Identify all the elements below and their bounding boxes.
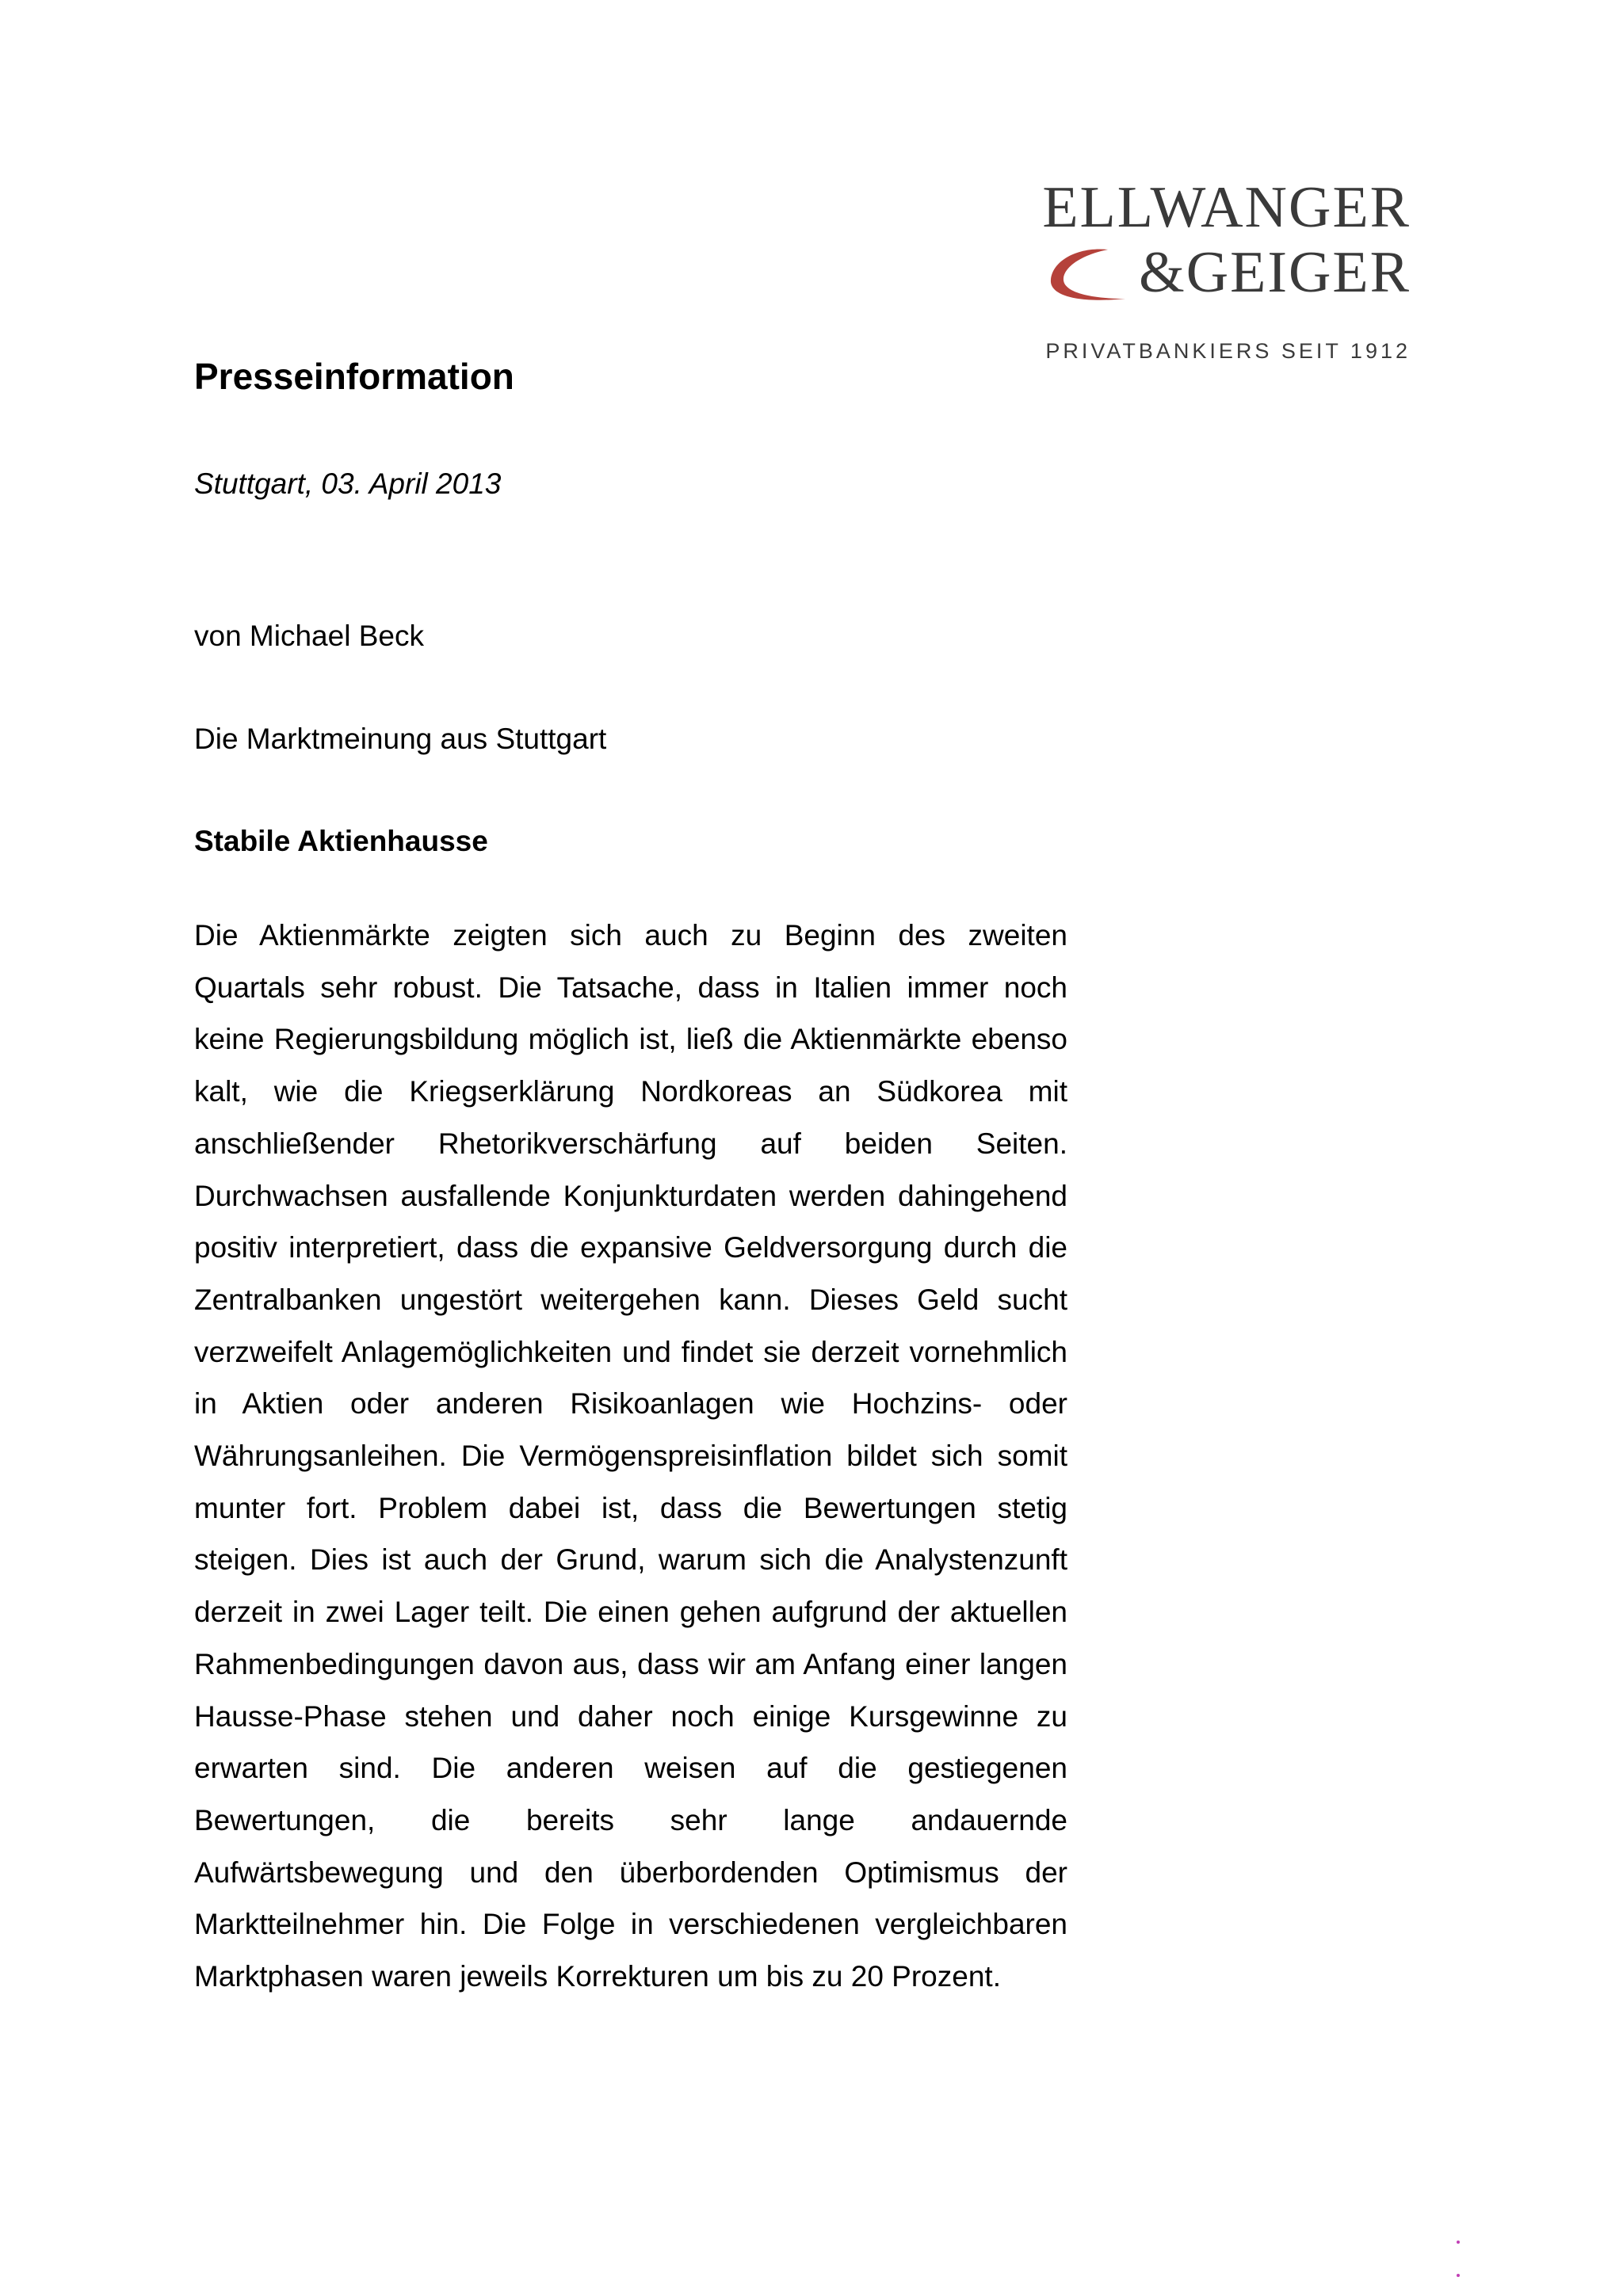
dateline: Stuttgart, 03. April 2013	[194, 467, 502, 500]
margin-marker-dot	[1457, 2274, 1460, 2277]
logo-swoosh-icon	[1046, 243, 1141, 307]
article-body: Die Aktienmärkte zeigten sich auch zu Beginn des zweiten Quartals sehr robust. Die Tatsache, dass in Italien immer noch keine Regierungsbildung möglich ist, ließ die Aktienmärkte ebenso kalt, wie die Kriegserklärung Nordkoreas an Südkorea mit anschließender Rhetorikverschärfung auf beiden Seiten. Durchwachsen ausfallende Konjunkturdaten werden dahingehend positiv interpretiert, dass die expansive Geldversorgung durch die Zentralbanken ungestört weitergehen kann. Dieses Geld sucht verzweifelt Anlagemöglichkeiten und findet sie derzeit vornehmlich in Aktien oder anderen Risikoanlagen wie Hochzins- oder Währungsanleihen. Die Vermögenspreisinflation bildet sich somit munter fort. Problem dabei ist, dass die Bewertungen stetig steigen. Dies ist auch der Grund, warum sich die Analystenzunft derzeit in zwei Lager teilt. Die einen gehen aufgrund der aktuellen Rahmenbedingungen davon aus, dass wir am Anfang einer langen Hausse-Phase stehen und daher noch einige Kursgewinne zu erwarten sind. Die anderen weisen auf die gestiegenen Bewertungen, die bereits sehr lange andauernde Aufwärtsbewegung und den überbordenden Optimismus der Marktteilnehmer hin. Die Folge in verschiedenen vergleichbaren Marktphasen waren jeweils Korrekturen um bis zu 20 Prozent.	[194, 919, 1067, 1993]
page-title: Presseinformation	[194, 356, 514, 397]
author-line: von Michael Beck	[194, 620, 424, 652]
series-title: Die Marktmeinung aus Stuttgart	[194, 723, 607, 755]
logo-tagline: PRIVATBANKIERS SEIT 1912	[1045, 339, 1411, 363]
margin-marker-dot	[1457, 2241, 1460, 2244]
logo-wordmark-line2: &GEIGER	[1139, 240, 1411, 305]
company-logo	[1038, 175, 1411, 368]
article-headline: Stabile Aktienhausse	[194, 825, 488, 857]
logo-wordmark-line1: ELLWANGER	[1042, 175, 1411, 240]
